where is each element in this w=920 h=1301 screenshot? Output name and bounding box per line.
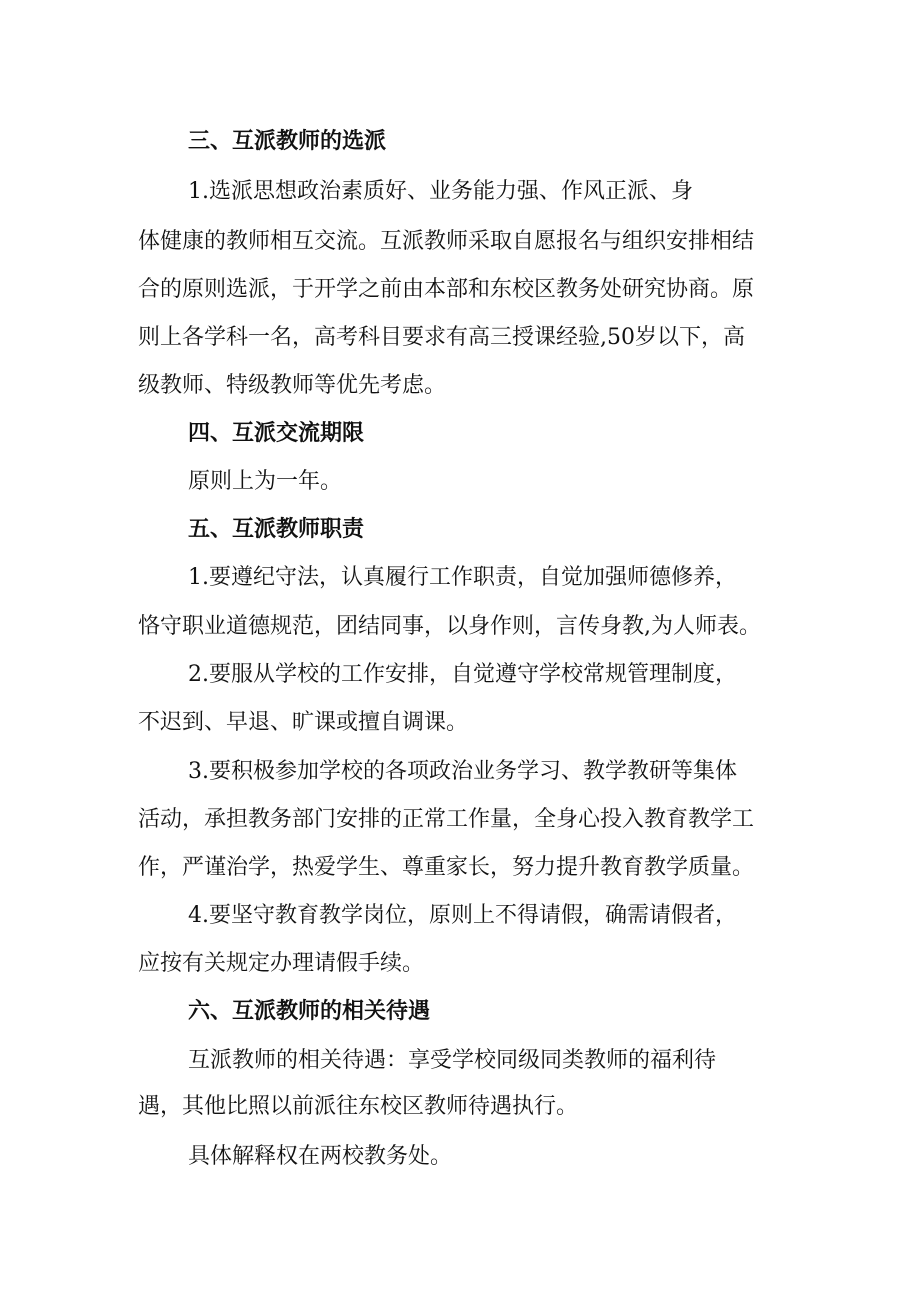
paragraph-line: 不迟到、早退、旷课或擅自调课。 bbox=[138, 710, 469, 735]
paragraph-line: 互派教师的相关待遇：享受学校同级同类教师的福利待 bbox=[188, 1048, 717, 1073]
paragraph-line: 具体解释权在两校教务处。 bbox=[188, 1144, 453, 1169]
paragraph-line: 合的原则选派，于开学之前由本部和东校区教务处研究协商。原 bbox=[138, 277, 755, 302]
paragraph-line: 4.要坚守教育教学岗位，原则上不得请假，确需请假者， bbox=[188, 903, 737, 928]
section-heading-term: 四、互派交流期限 bbox=[188, 421, 365, 446]
paragraph-line: 应按有关规定办理请假手续。 bbox=[138, 951, 425, 976]
paragraph-line: 3.要积极参加学校的各项政治业务学习、教学教研等集体 bbox=[188, 759, 737, 784]
paragraph-line: 1.选派思想政治素质好、业务能力强、作风正派、身 bbox=[188, 179, 693, 204]
paragraph-line: 活动，承担教务部门安排的正常工作量，全身心投入教育教学工 bbox=[138, 807, 755, 832]
section-heading-selection: 三、互派教师的选派 bbox=[188, 129, 387, 154]
paragraph-line: 作，严谨治学，热爱学生、尊重家长，努力提升教育教学质量。 bbox=[138, 855, 755, 880]
paragraph-line: 恪守职业道德规范，团结同事，以身作则，言传身教,为人师表。 bbox=[138, 614, 761, 639]
paragraph-line: 级教师、特级教师等优先考虑。 bbox=[138, 373, 447, 398]
paragraph-line: 遇，其他比照以前派往东校区教师待遇执行。 bbox=[138, 1094, 579, 1119]
paragraph-line: 2.要服从学校的工作安排，自觉遵守学校常规管理制度， bbox=[188, 662, 737, 687]
paragraph-line: 原则上为一年。 bbox=[188, 469, 343, 494]
section-heading-duties: 五、互派教师职责 bbox=[188, 517, 365, 542]
section-heading-benefits: 六、互派教师的相关待遇 bbox=[188, 999, 431, 1024]
paragraph-line: 体健康的教师相互交流。互派教师采取自愿报名与组织安排相结 bbox=[138, 229, 755, 254]
paragraph-line: 1.要遵纪守法，认真履行工作职责，自觉加强师德修养， bbox=[188, 565, 737, 590]
paragraph-line: 则上各学科一名，高考科目要求有高三授课经验,50岁以下，高 bbox=[138, 325, 745, 350]
